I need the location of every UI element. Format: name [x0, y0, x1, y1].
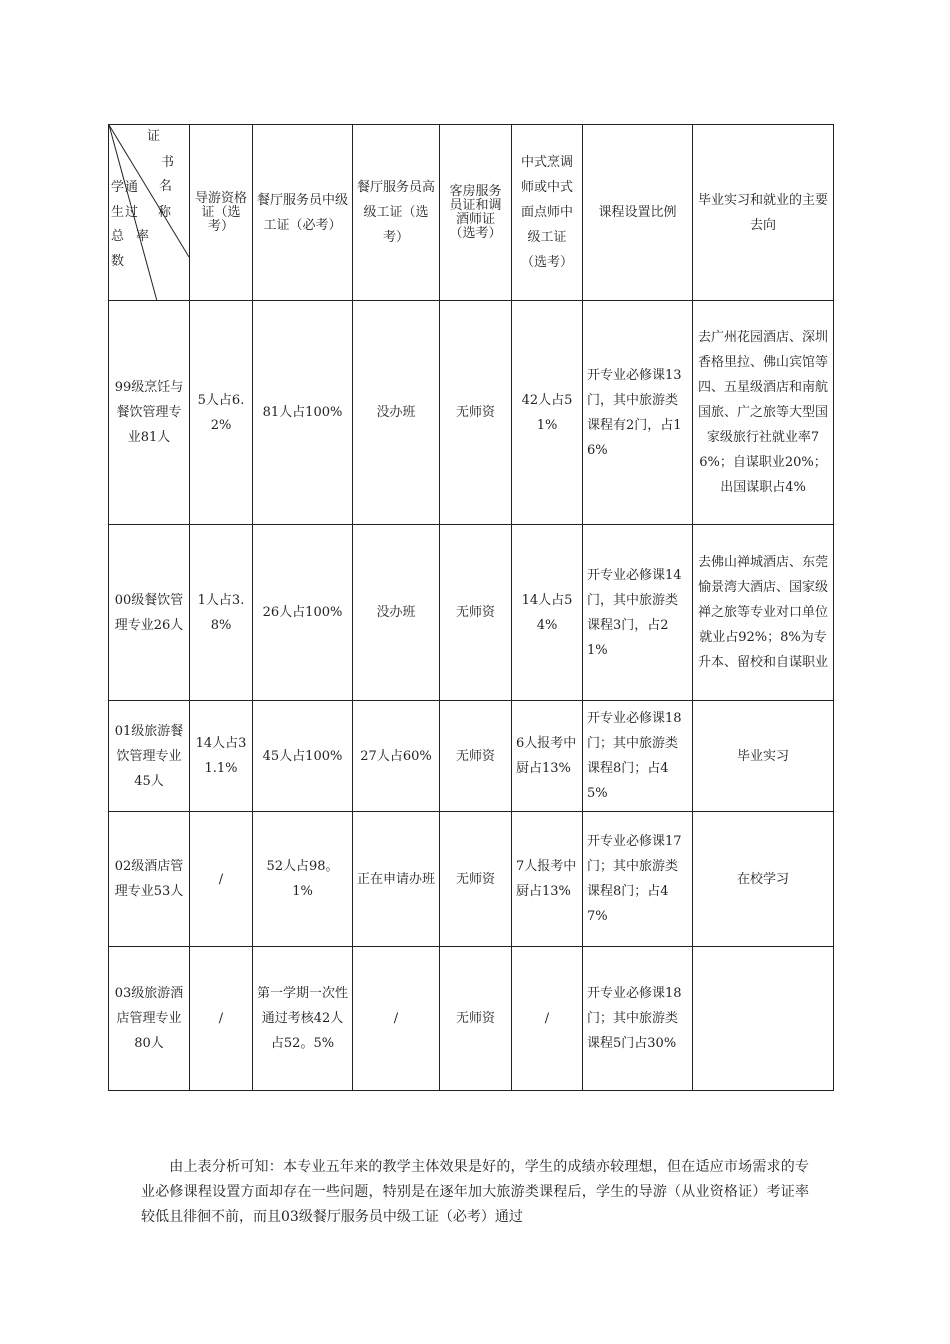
cell-housekeeping: 无师资	[440, 301, 512, 525]
cell-chef: 6人报考中厨占13%	[512, 701, 583, 812]
cell-courses: 开专业必修课13门，其中旅游类课程有2门，占16%	[583, 301, 693, 525]
corner-label-shu: 书	[161, 155, 175, 170]
cell-restaurant-mid: 45人占100%	[253, 701, 353, 812]
row-name: 01级旅游餐饮管理专业45人	[109, 701, 190, 812]
corner-label-zheng: 证	[147, 129, 161, 144]
corner-label-cheng: 称	[158, 205, 172, 220]
row-name: 00级餐饮管理专业26人	[109, 525, 190, 701]
cell-restaurant-mid: 第一学期一次性通过考核42人占52。5%	[253, 947, 353, 1091]
cell-restaurant-high: 没办班	[353, 301, 440, 525]
header-restaurant-mid: 餐厅服务员中级工证（必考）	[253, 125, 353, 301]
cell-tour-guide: /	[190, 812, 253, 947]
cell-courses: 开专业必修课18门；其中旅游类课程8门；占45%	[583, 701, 693, 812]
header-housekeeping: 客房服务员证和调酒师证（选考）	[440, 125, 512, 301]
analysis-paragraph	[141, 1155, 809, 1230]
header-destination: 毕业实习和就业的主要去向	[693, 125, 834, 301]
cell-tour-guide: 5人占6.2%	[190, 301, 253, 525]
table-row	[109, 301, 834, 525]
header-tour-guide: 导游资格证（选考）	[190, 125, 253, 301]
cell-courses: 开专业必修课14门，其中旅游类课程3门，占21%	[583, 525, 693, 701]
corner-header-cell	[109, 125, 190, 301]
row-name: 99级烹饪与餐饮管理专业81人	[109, 301, 190, 525]
cell-chef: 7人报考中厨占13%	[512, 812, 583, 947]
cell-courses: 开专业必修课17门；其中旅游类课程8门；占47%	[583, 812, 693, 947]
cell-restaurant-high: 正在申请办班	[353, 812, 440, 947]
table-row	[109, 947, 834, 1091]
cell-restaurant-high: 没办班	[353, 525, 440, 701]
cell-restaurant-high: /	[353, 947, 440, 1091]
corner-label-tong: 通	[125, 180, 139, 195]
cell-housekeeping: 无师资	[440, 525, 512, 701]
cell-destination: 毕业实习	[693, 701, 834, 812]
cell-restaurant-mid: 26人占100%	[253, 525, 353, 701]
corner-label-zong: 总	[111, 229, 125, 244]
cell-tour-guide: 1人占3.8%	[190, 525, 253, 701]
header-row	[109, 125, 834, 301]
corner-label-shu-count: 数	[111, 254, 125, 269]
table-row	[109, 701, 834, 812]
analysis-text: 由上表分析可知：本专业五年来的教学主体效果是好的，学生的成绩亦较理想，但在适应市场需求的专业必修课程设置方面却存在一些问题，特别是在逐年加大旅游类课程后，学生的导游（从业资格证）考证率较低且徘徊不前，而且03级餐厅服务员中级工证（必考）通过	[141, 1159, 809, 1225]
cell-chef: /	[512, 947, 583, 1091]
corner-label-lv: 率	[136, 229, 150, 244]
cell-restaurant-mid: 52人占98。1%	[253, 812, 353, 947]
cell-destination: 去佛山禅城酒店、东莞愉景湾大酒店、国家级禅之旅等专业对口单位就业占92%；8%为专升本、留校和自谋职业	[693, 525, 834, 701]
cell-restaurant-high: 27人占60%	[353, 701, 440, 812]
cell-destination: 在校学习	[693, 812, 834, 947]
cell-chef: 14人占54%	[512, 525, 583, 701]
corner-label-xue: 学	[111, 180, 125, 195]
corner-label-ming: 名	[159, 179, 173, 194]
cell-restaurant-mid: 81人占100%	[253, 301, 353, 525]
cell-tour-guide: /	[190, 947, 253, 1091]
corner-label-guo: 过	[125, 205, 139, 220]
row-name: 02级酒店管理专业53人	[109, 812, 190, 947]
table-row	[109, 812, 834, 947]
header-restaurant-high: 餐厅服务员高级工证（选考）	[353, 125, 440, 301]
cell-courses: 开专业必修课18门；其中旅游类课程5门占30%	[583, 947, 693, 1091]
table-row	[109, 525, 834, 701]
certificate-table	[108, 124, 834, 1091]
row-name: 03级旅游酒店管理专业80人	[109, 947, 190, 1091]
corner-label-sheng: 生	[111, 205, 125, 220]
cell-destination: 去广州花园酒店、深圳香格里拉、佛山宾馆等四、五星级酒店和南航国旅、广之旅等大型国家级旅行社就业率76%；自谋职业20%；出国谋职占4%	[693, 301, 834, 525]
cell-housekeeping: 无师资	[440, 701, 512, 812]
cell-housekeeping: 无师资	[440, 812, 512, 947]
header-courses: 课程设置比例	[583, 125, 693, 301]
cell-housekeeping: 无师资	[440, 947, 512, 1091]
cell-chef: 42人占51%	[512, 301, 583, 525]
cell-tour-guide: 14人占31.1%	[190, 701, 253, 812]
cell-destination	[693, 947, 834, 1091]
header-chef: 中式烹调师或中式面点师中级工证（选考）	[512, 125, 583, 301]
